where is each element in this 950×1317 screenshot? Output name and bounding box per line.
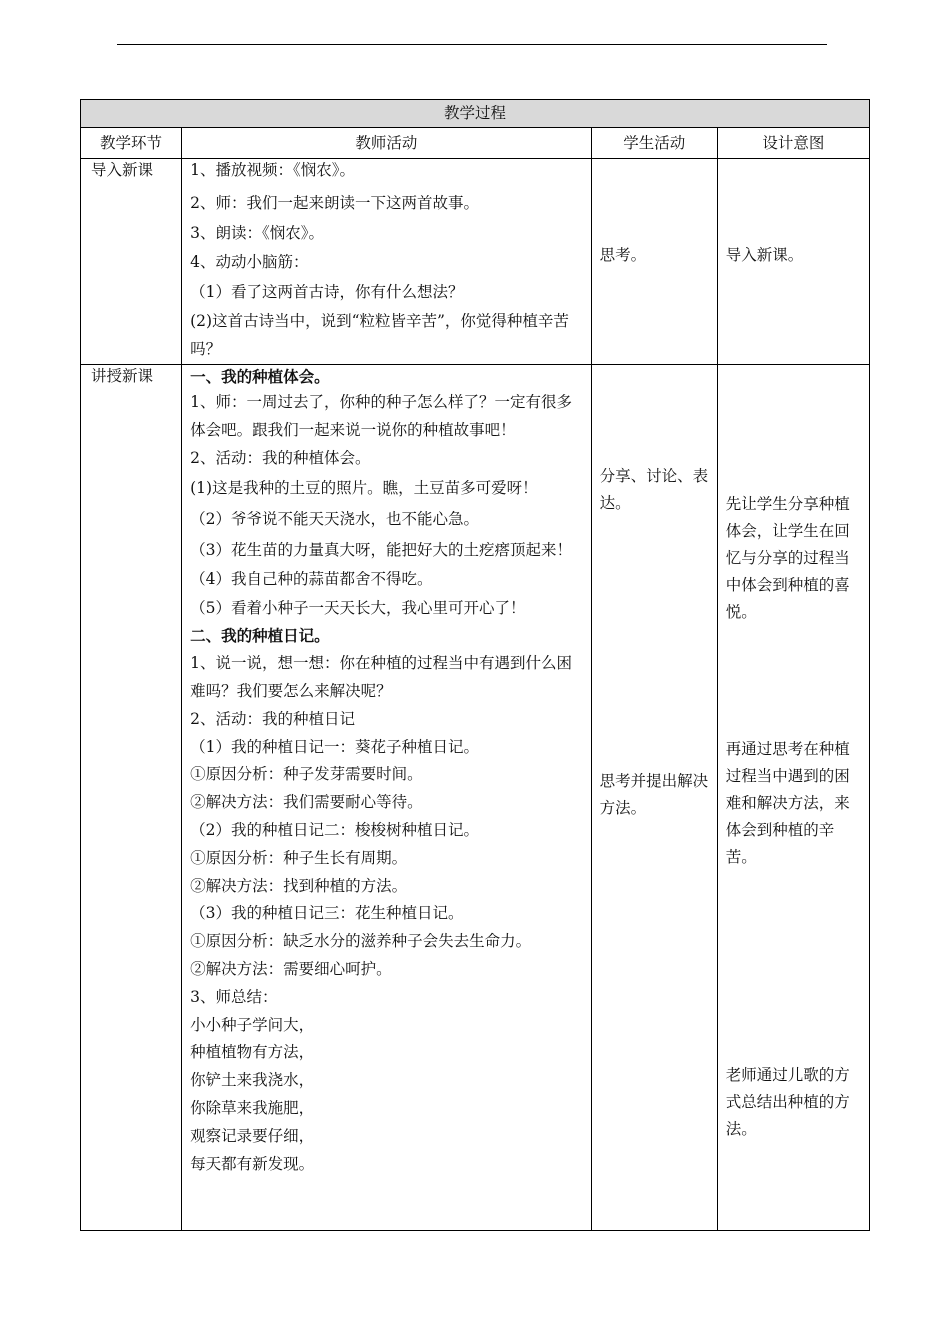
- table-title: 教学过程: [81, 100, 870, 128]
- teacher-line: ②解决方法：找到种植的方法。: [190, 876, 408, 895]
- intent-text: 导入新课。: [725, 246, 804, 264]
- song-line: 你铲土来我浇水，: [190, 1071, 315, 1090]
- song-line: 你除草来我施肥，: [190, 1098, 315, 1117]
- header-rule: [117, 44, 827, 45]
- teacher-line: 1、师：一周过去了，你种的种子怎么样了？一定有很多体会吧。跟我们一起来说一说你的种植故事吧！: [190, 393, 572, 439]
- teacher-line: （1）我的种植日记一：葵花子种植日记。: [190, 737, 479, 756]
- header-teacher-activity: 教师活动: [182, 128, 592, 159]
- intent-text: 先让学生分享种植体会，让学生在回忆与分享的过程当中体会到种植的喜悦。: [725, 495, 850, 621]
- teacher-line: （3）我的种植日记三：花生种植日记。: [190, 904, 464, 923]
- teacher-line: 2、师：我们一起来朗读一下这两首故事。: [190, 194, 479, 212]
- header-design-intent: 设计意图: [717, 128, 869, 159]
- table-row: [81, 365, 870, 1231]
- teacher-line: 1、播放视频：《悯农》。: [190, 161, 355, 179]
- teacher-line: (1)这是我种的土豆的照片。瞧，土豆苗多可爱呀！: [190, 479, 538, 498]
- teacher-line: (2)这首古诗当中，说到“粒粒皆辛苦”，你觉得种植辛苦吗？: [190, 312, 569, 358]
- teacher-line: 1、说一说，想一想：你在种植的过程当中有遇到什么困难吗？我们要怎么来解决呢？: [190, 654, 572, 700]
- teacher-line: （5）看着小种子一天天长大，我心里可开心了！: [190, 598, 526, 617]
- teacher-line: ①原因分析：缺乏水分的滋养种子会失去生命力。: [190, 932, 532, 951]
- teacher-line: （3）花生苗的力量真大呀，能把好大的土疙瘩顶起来！: [190, 540, 572, 559]
- table-row: [81, 159, 870, 365]
- teacher-line: 2、活动：我的种植体会。: [190, 448, 371, 467]
- stage-cell: 讲授新课: [81, 365, 182, 1231]
- teacher-line: ①原因分析：种子发芽需要时间。: [190, 765, 423, 784]
- student-text: 分享、讨论、表达。: [599, 467, 709, 512]
- student-text: 思考。: [599, 246, 647, 264]
- stage-cell: 导入新课: [81, 159, 182, 365]
- header-student-activity: 学生活动: [591, 128, 717, 159]
- song-line: 种植植物有方法，: [190, 1043, 315, 1062]
- teacher-line: ①原因分析：种子生长有周期。: [190, 848, 408, 867]
- header-stage: 教学环节: [81, 128, 182, 159]
- teacher-line: （2）爷爷说不能天天浇水，也不能心急。: [190, 510, 479, 529]
- design-intent-cell: [717, 365, 869, 1231]
- teacher-line: ②解决方法：我们需要耐心等待。: [190, 793, 423, 812]
- teacher-activity-cell: [182, 159, 592, 365]
- table-header-row: [81, 128, 870, 159]
- section-heading: 二、我的种植日记。: [190, 626, 330, 646]
- student-activity-cell: [591, 159, 717, 365]
- teacher-line: 3、朗读：《悯农》。: [190, 223, 324, 242]
- song-line: 观察记录要仔细，: [190, 1126, 315, 1145]
- teaching-process-table: [80, 99, 870, 1231]
- teacher-line: （1）看了这两首古诗，你有什么想法？: [190, 282, 464, 301]
- teacher-line: 4、动动小脑筋：: [190, 253, 309, 271]
- student-activity-cell: [591, 365, 717, 1231]
- table-title-row: [81, 100, 870, 128]
- intent-text: 老师通过儿歌的方式总结出种植的方法。: [725, 1066, 850, 1138]
- section-heading: 一、我的种植体会。: [190, 367, 330, 386]
- song-line: 每天都有新发现。: [190, 1154, 315, 1173]
- teacher-line: 2、活动：我的种植日记: [190, 709, 355, 728]
- song-line: 小小种子学问大，: [190, 1015, 315, 1034]
- teacher-line: ②解决方法：需要细心呵护。: [190, 959, 392, 978]
- teacher-line: （2）我的种植日记二：梭梭树种植日记。: [190, 820, 479, 839]
- intent-text: 再通过思考在种植过程当中遇到的困难和解决方法，来体会到种植的辛苦。: [725, 740, 850, 866]
- teacher-line: （4）我自己种的蒜苗都舍不得吃。: [190, 569, 433, 588]
- student-text: 思考并提出解决方法。: [599, 772, 709, 817]
- design-intent-cell: [717, 159, 869, 365]
- teacher-line: 3、师总结：: [190, 987, 278, 1006]
- teacher-activity-cell: [182, 365, 592, 1231]
